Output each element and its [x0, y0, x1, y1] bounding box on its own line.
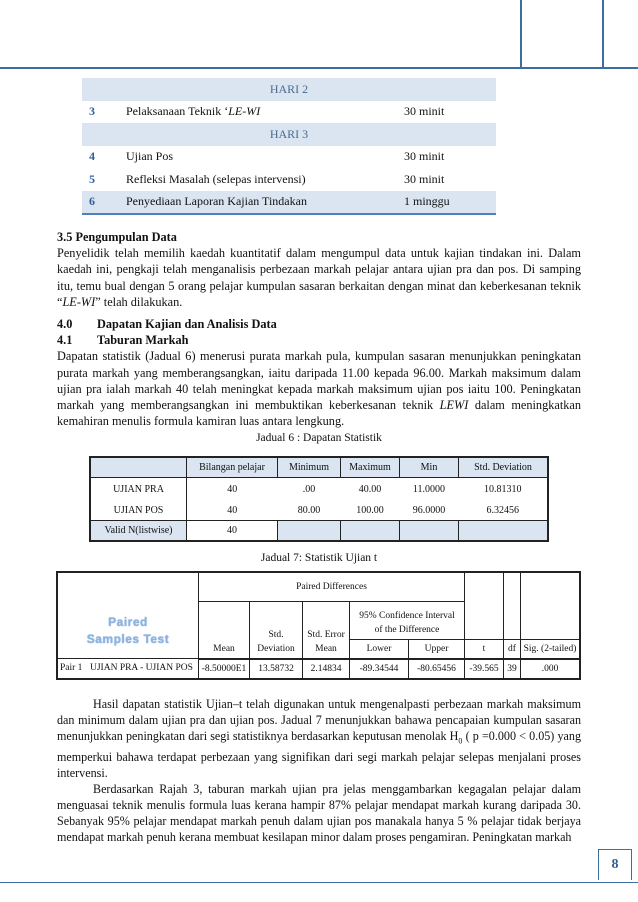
table6-caption: Jadual 6 : Dapatan Statistik: [256, 432, 382, 444]
section-heading: 4.0 Dapatan Kajian dan Analisis Data: [57, 317, 277, 331]
section-heading: 3.5 Pengumpulan Data: [57, 230, 177, 244]
results-discussion: [57, 696, 581, 845]
table-row: 3 Pelaksanaan Teknik ‘LE-WI 30 minit: [89, 104, 445, 119]
header-tab: [520, 0, 604, 68]
table-row: 4 Ujian Pos 30 minit: [89, 149, 445, 164]
paragraph: Dapatan statistik (Jadual 6) menerusi purata markah pula, kumpulan sasaran menunjukkan peningkatan purata markah yang memberangsangkan, iaitu daripada 11.00 kepada 96.00. Markah maksimum dalam ujian pra ialah markah 40 telah meningkat kepada markah maksimum ujian pos iaitu 100. Peningkatan markah yang memberangsangkan ini membuktikan keberkesanan teknik LEWI dalam meningkatkan kemahiran menulis formula kamiran luas antara lengkung.: [57, 349, 582, 429]
table-row: UJIAN POS 40 80.00 100.00 96.0000 6.32456: [90, 500, 548, 521]
table-row: 6 Penyediaan Laporan Kajian Tindakan 1 minggu: [82, 191, 496, 215]
t-test-table: Paired Samples Test Paired Differences Std. Std. Error 95% Confidence Interval of the Difference Mean Deviation Mean Lower Upper t df Sig. (2-tailed) Pair 1 UJIAN PRA - UJIAN POS -8.50000E1 13.58732 2.14834 -89.34544 -80.65456 -39.565 39 .000: [56, 571, 581, 680]
schedule-table: [82, 78, 496, 215]
footer-rule: [0, 882, 638, 883]
day-label: HARI 2: [82, 78, 496, 101]
table-row: UJIAN PRA 40 .00 40.00 11.0000 10.81310: [90, 478, 548, 501]
table-row: Pair 1 UJIAN PRA - UJIAN POS -8.50000E1 13.58732 2.14834 -89.34544 -80.65456 -39.565 39 .000: [57, 659, 580, 679]
section-3-5: [57, 229, 581, 310]
table-title: Paired Samples Test: [57, 572, 199, 659]
stats-table: Bilangan pelajar Minimum Maximum Min Std. Deviation UJIAN PRA 40 .00 40.00 11.0000 10.81310 UJIAN POS 40 80.00 100.00 96.0000 6.32456 Valid N(listwise) 40: [89, 456, 549, 542]
table7-caption: Jadual 7: Statistik Ujian t: [260, 552, 378, 564]
table-row: Valid N(listwise) 40: [90, 521, 548, 542]
day-label: HARI 3: [82, 123, 496, 146]
page-number: 8: [598, 849, 632, 880]
table-row: 5 Refleksi Masalah (selepas intervensi) 30 minit: [89, 171, 445, 186]
subsection-heading: 4.1 Taburan Markah: [57, 333, 189, 348]
paragraph: Penyelidik telah memilih kaedah kuantitatif dalam mengumpul data untuk kajian tindakan ini. Dalam kaedah ini, pengkaji telah menganalisis perbezaan markah pelajar antara ujian pra dan pos. Di samping itu, temu bual dengan 5 orang pelajar kumpulan sasaran berkaitan dengan minat dan keberkesanan teknik “LE-WI” telah dilakukan.: [57, 246, 581, 309]
paragraph: Hasil dapatan statistik Ujian–t telah digunakan untuk mengenalpasti perbezaan markah maksimum dan minimum dalam ujian pra dan ujian pos. Jadual 7 menunjukkan bahawa pencapaian kumpulan sasaran menunjukkan peningkatan dari segi statistiknya berdasarkan keputusan menolak $H_0$ ( p =0.000 < 0.05) yang memperkui bahawa terdapat perbezaan yang signifikan dari segi markah pelajar selepas menjalani proses intervensi.: [57, 697, 581, 781]
paragraph: Berdasarkan Rajah 3, taburan markah ujian pra jelas menggambarkan kegagalan pelajar dalam menguasai teknik menulis formula luas kerana hampir 87% pelajar mendapat markah kurang daripada 30. Sebanyak 95% pelajar mendapat markah penuh dalam ujian pos manakala hanya 5 % pelajar tidak berjaya mendapat markah penuh kerana membuat kesilapan minor dalam proses pengamiran. Peningkatan markah: [57, 782, 581, 845]
section-4-0: [57, 316, 581, 429]
